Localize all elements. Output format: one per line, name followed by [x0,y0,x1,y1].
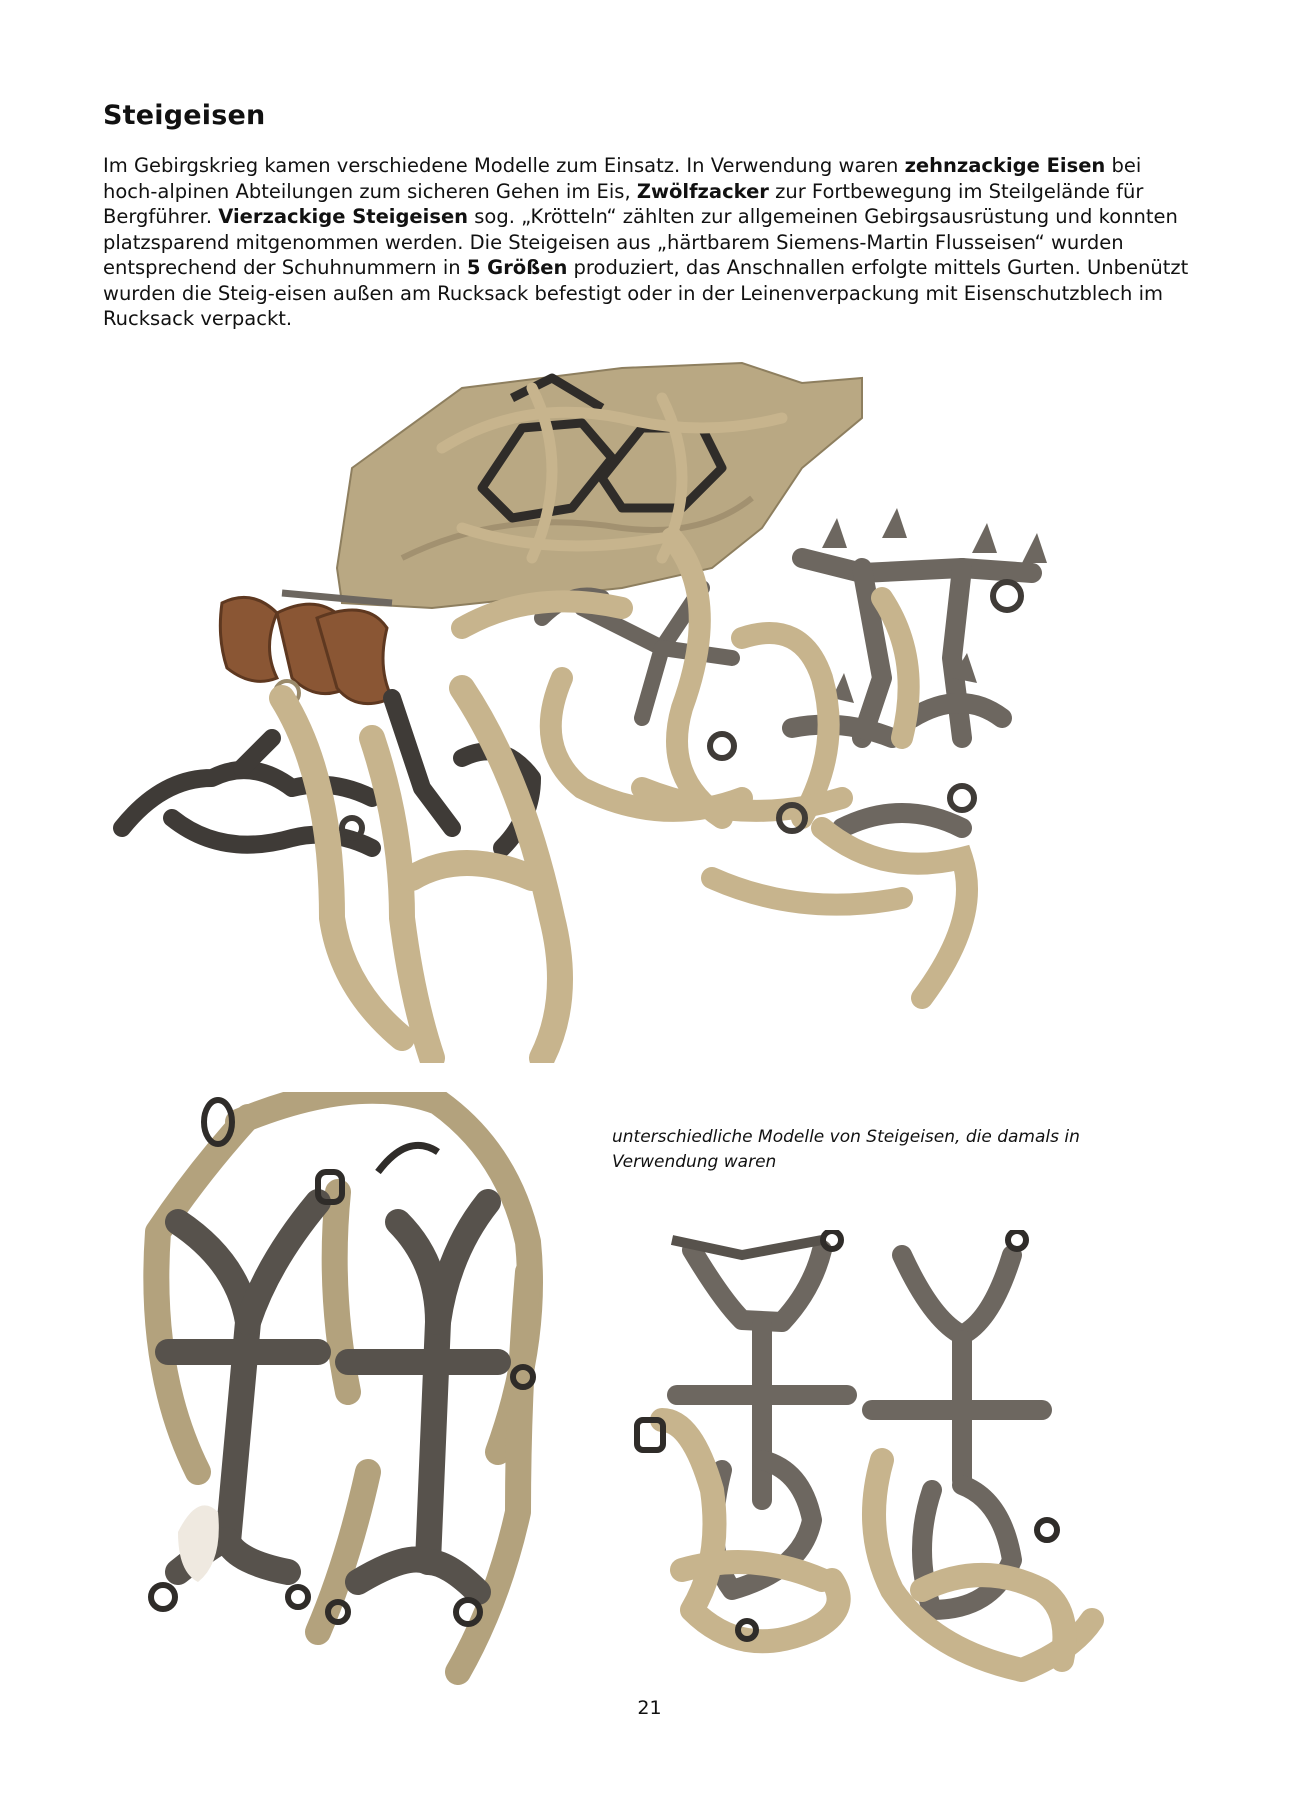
text-segment: produziert, das Anschnallen erfolgte mittels Gurten. Unbenützt wurden die Steig-eisen außen am Rucksack befestigt oder in der Leinenverpackung mit Eisenschutzblech im Rucksack verpackt. [103,256,1189,330]
text-segment: sog. „Krötteln“ zählten zur allgemeinen Gebirgsausrüstung und konnten platzsparend mitgenommen werden. Die Steigeisen aus „härtbarem Siemens-Martin Flusseisen“ wurden entsprechend der Schuhnummern in [103,205,1178,279]
page-number: 21 [637,1697,662,1719]
text-segment: bei hoch-alpinen Abteilungen zum sicheren Gehen im Eis, [103,154,1142,203]
bold-term: zehnzackige Eisen [904,154,1106,177]
photo-crampons-pair-right [632,1230,1152,1702]
photo-crampons-pair-left [138,1092,616,1699]
canvas-bag [337,363,862,608]
photo-caption: unterschiedliche Modelle von Steigeisen, die damals in Verwendung waren [612,1127,1080,1172]
bold-term: 5 Größen [466,256,568,279]
body-paragraph [103,153,1193,332]
bold-term: Vierzackige Steigeisen [218,205,469,228]
text-segment: zur Fortbewegung im Steilgelände für Bergführer. [103,179,1144,228]
bold-term: Zwölfzacker [636,179,769,203]
text-segment: Im Gebirgskrieg kamen verschiedene Modelle zum Einsatz. In Verwendung waren [103,154,905,177]
photo-crampons-assortment [102,358,1182,1063]
page-title: Steigeisen [103,100,266,131]
